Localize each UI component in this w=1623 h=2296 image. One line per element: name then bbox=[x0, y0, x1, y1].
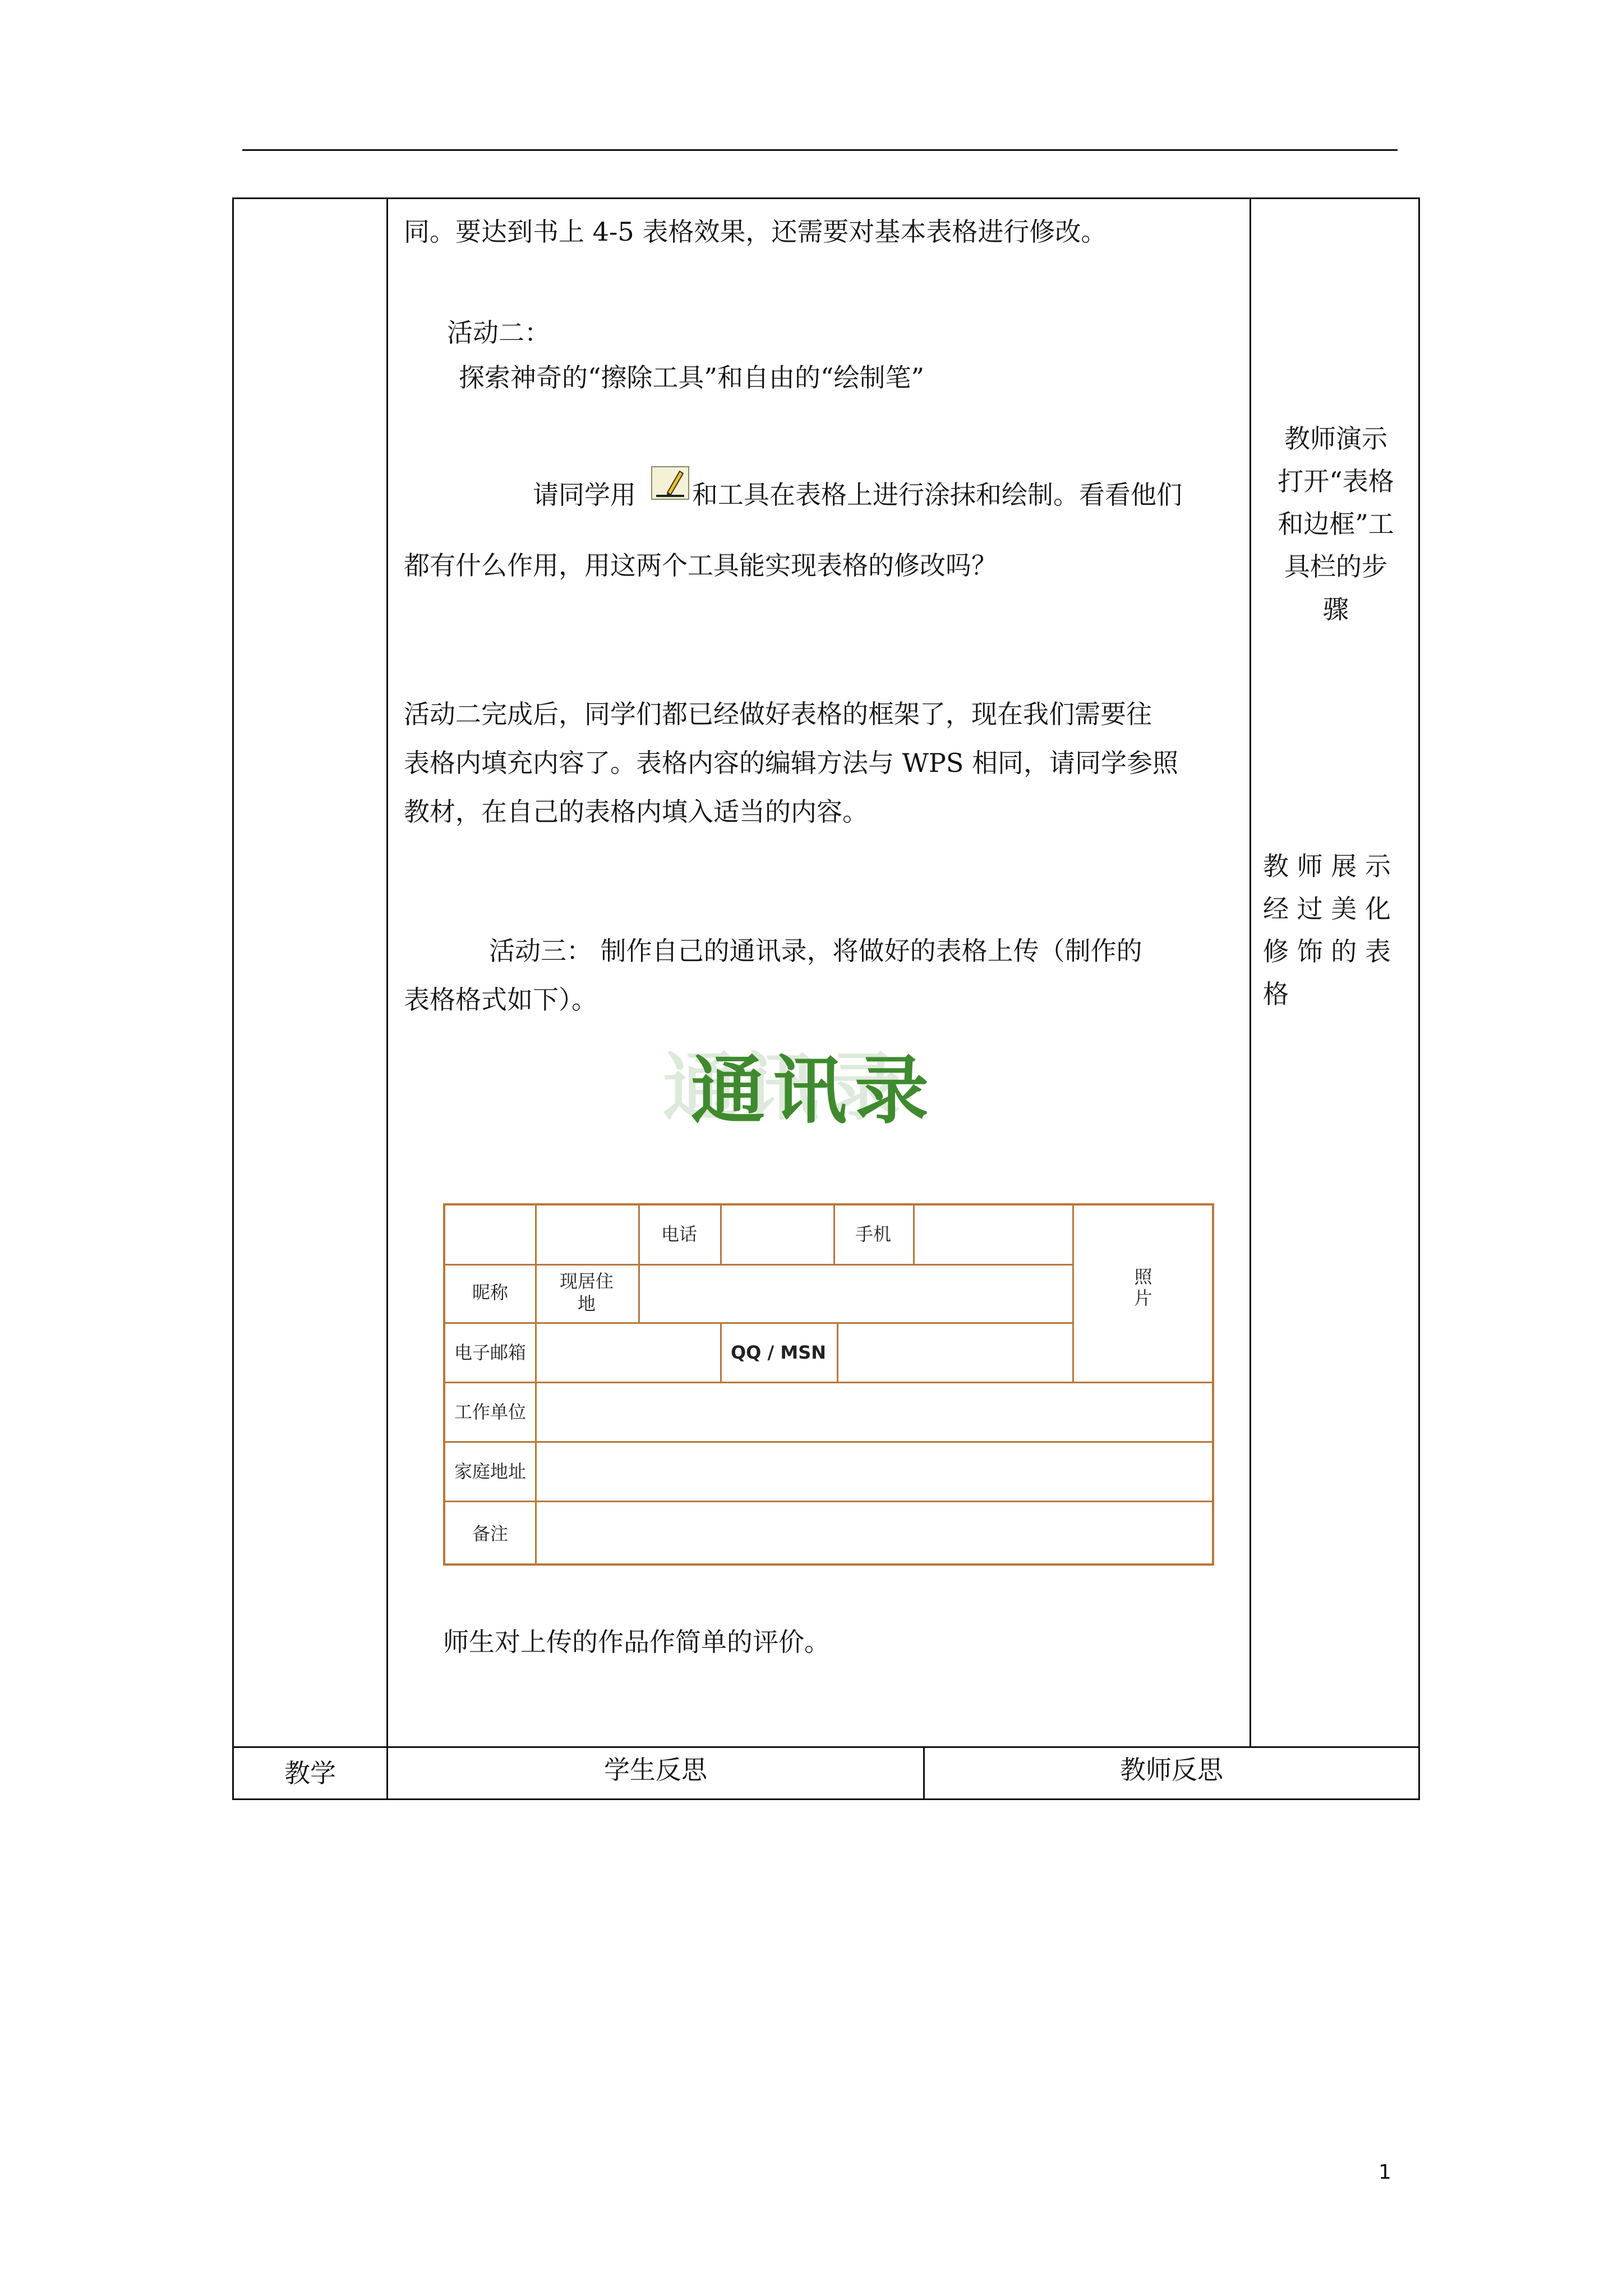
activity3-line2: 表格格式如下）。 bbox=[404, 984, 597, 1015]
ab-label-photo-2: 片 bbox=[1134, 1287, 1152, 1309]
pencil-tool-icon bbox=[651, 466, 690, 500]
teacher-note-demo-line: 教师演示 bbox=[1284, 424, 1387, 454]
evaluation-line: 师生对上传的作品作简单的评价。 bbox=[443, 1627, 830, 1657]
ab-label-residence-1: 现居住 bbox=[559, 1271, 614, 1292]
teacher-note-show-line: 经 过 美 化 bbox=[1263, 894, 1391, 924]
ab-row-5 bbox=[445, 1501, 1214, 1502]
ab-label-nickname: 昵称 bbox=[472, 1282, 508, 1303]
table-top-border bbox=[232, 197, 1420, 199]
address-book-table bbox=[443, 1203, 1214, 1566]
table-right-border bbox=[1418, 197, 1420, 1800]
ab-col-1 bbox=[535, 1205, 537, 1565]
ab-label-residence-2: 地 bbox=[577, 1293, 596, 1314]
teacher-note-demo-line: 和边框”工 bbox=[1278, 509, 1394, 539]
page-number: 1 bbox=[1378, 2161, 1391, 2184]
teacher-note-demo-line: 具栏的步 bbox=[1284, 551, 1387, 582]
ab-label-remark: 备注 bbox=[472, 1523, 508, 1544]
ab-label-mobile: 手机 bbox=[855, 1223, 891, 1245]
teacher-note-show-line: 修 饰 的 表 bbox=[1263, 936, 1391, 967]
ab-label-qq-msn: QQ / MSN bbox=[730, 1342, 827, 1363]
activity2-line2: 都有什么作用，用这两个工具能实现表格的修改吗？ bbox=[404, 550, 997, 581]
header-rule bbox=[242, 149, 1398, 151]
activity2-subtitle: 探索神奇的“擦除工具”和自由的“绘制笔” bbox=[459, 362, 925, 393]
activity2-line1-start: 请同学用 bbox=[533, 480, 636, 510]
after-activity2-line3: 教材，在自己的表格内填入适当的内容。 bbox=[404, 797, 868, 827]
footer-cell-student-reflection: 学生反思 bbox=[604, 1755, 707, 1785]
activity3-line1: 活动三： 制作自己的通讯录，将做好的表格上传（制作的 bbox=[489, 936, 1142, 966]
ab-label-photo-1: 照 bbox=[1134, 1266, 1152, 1287]
teacher-note-show-line: 教 师 展 示 bbox=[1263, 851, 1391, 881]
ab-label-work: 工作单位 bbox=[454, 1401, 526, 1423]
after-activity2-line2: 表格内填充内容了。表格内容的编辑方法与 WPS 相同，请同学参照 bbox=[404, 748, 1178, 778]
ab-col-qq bbox=[837, 1323, 838, 1383]
table-footer-row-top bbox=[232, 1746, 1420, 1748]
ab-label-phone: 电话 bbox=[661, 1223, 697, 1245]
ab-row-3 bbox=[445, 1382, 1214, 1383]
ab-label-email: 电子邮箱 bbox=[454, 1342, 526, 1363]
teacher-note-demo-line: 骤 bbox=[1323, 594, 1349, 624]
footer-cell-teacher-reflection: 教师反思 bbox=[1120, 1755, 1223, 1785]
lesson-paragraph-continuation: 同。要达到书上 4-5 表格效果，还需要对基本表格进行修改。 bbox=[404, 217, 1107, 247]
activity2-line1-end: 和工具在表格上进行涂抹和绘制。看看他们 bbox=[692, 480, 1182, 510]
ab-col-5-upper bbox=[913, 1205, 915, 1265]
table-bottom-border bbox=[232, 1798, 1420, 1800]
teacher-note-demo bbox=[1263, 417, 1409, 631]
table-col-divider-1 bbox=[386, 197, 388, 1800]
ab-col-3-upper bbox=[720, 1205, 722, 1265]
after-activity2-line1: 活动二完成后，同学们都已经做好表格的框架了，现在我们需要往 bbox=[404, 699, 1152, 729]
table-col-divider-notes bbox=[1249, 197, 1251, 1747]
activity2-title: 活动二： bbox=[447, 318, 550, 348]
ab-label-home: 家庭地址 bbox=[454, 1461, 526, 1482]
table-left-border bbox=[232, 197, 234, 1800]
teacher-note-demo-line: 打开“表格 bbox=[1278, 466, 1394, 496]
footer-cell-teaching: 教学 bbox=[284, 1758, 336, 1788]
ab-row-1 bbox=[445, 1264, 1072, 1266]
ab-row-2 bbox=[445, 1322, 1072, 1324]
teacher-note-show-line: 格 bbox=[1263, 979, 1289, 1009]
address-book-title: 通讯录 bbox=[691, 1047, 937, 1134]
teacher-note-show bbox=[1263, 845, 1409, 1015]
ab-row-4 bbox=[445, 1441, 1214, 1443]
